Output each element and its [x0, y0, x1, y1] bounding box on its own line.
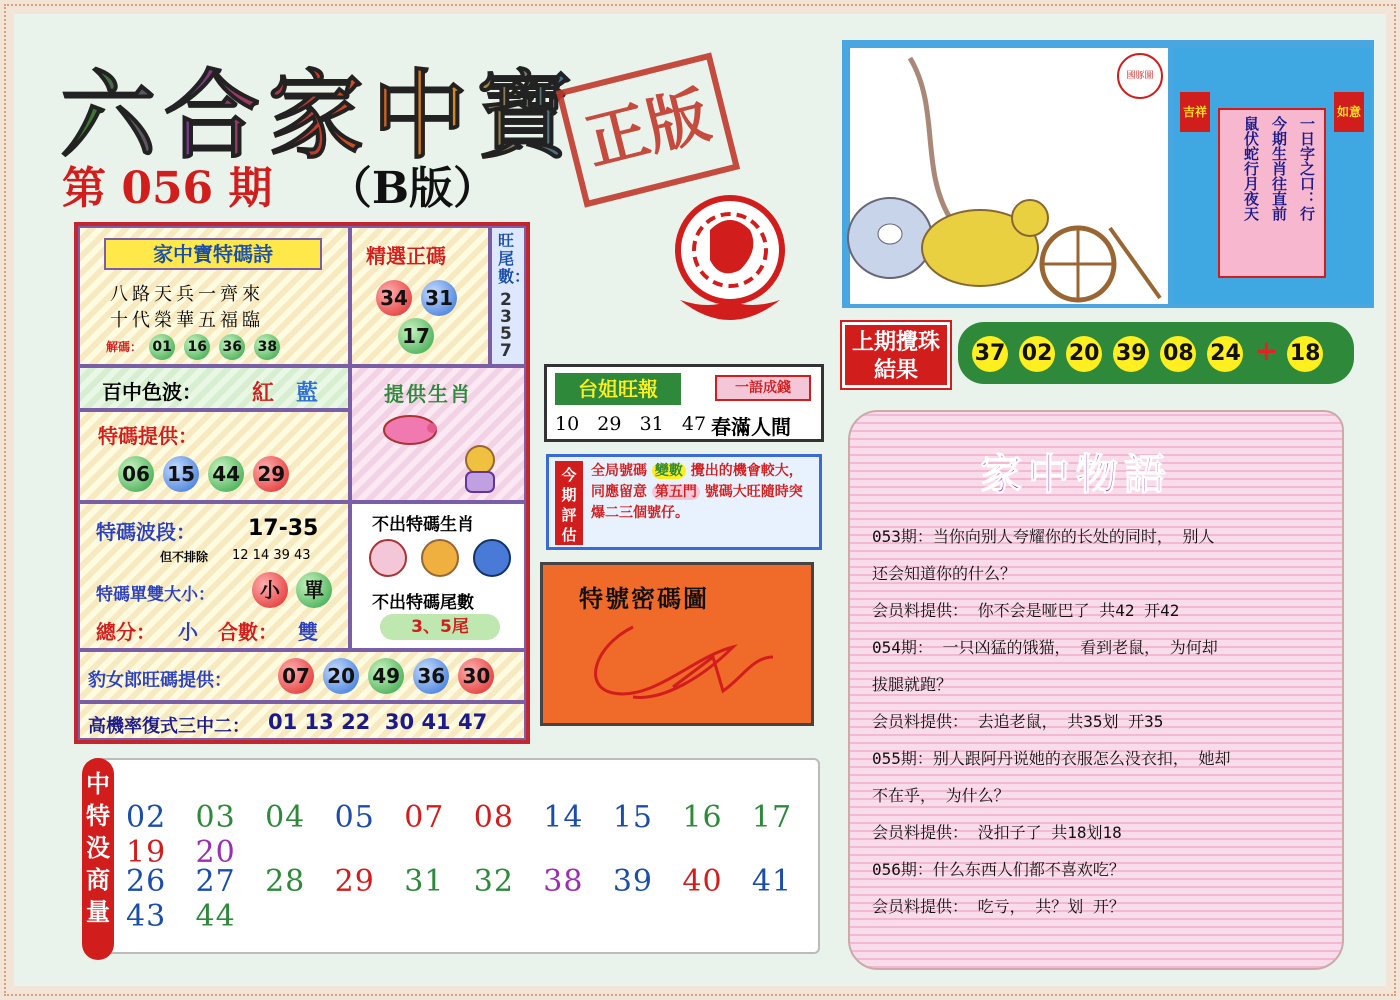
issue-prefix: 第: [62, 163, 106, 214]
riddle-line-1: 一日字之口：行: [1298, 116, 1316, 221]
result-special-ball: 18: [1287, 336, 1323, 372]
story-lines: [872, 524, 1332, 931]
zhongte-number: 41: [751, 864, 793, 899]
story-line: 056期：什么东西人们都不喜欢吃？: [872, 860, 1125, 879]
sebo-panel: [78, 366, 350, 410]
fushi-label: 高機率復式三中二：: [88, 716, 250, 737]
tema-ball: 44: [208, 456, 244, 492]
jingxuan-panel: [350, 226, 490, 366]
fushi-value: 01 13 22 30 41 47: [268, 710, 488, 734]
poem-ball: 16: [184, 334, 210, 360]
baonv-ball: 20: [323, 658, 359, 694]
total-value: 小: [178, 620, 198, 644]
poem-line-1: 八路天兵一齊來: [110, 284, 264, 305]
baonv-panel: [78, 650, 526, 702]
jingxuan-balls-bottom: [396, 318, 436, 354]
story-panel: [848, 410, 1344, 970]
boduan-label: 特碼波段：: [96, 520, 196, 544]
zhongte-number: 15: [612, 800, 654, 835]
tema-ball: 06: [118, 456, 154, 492]
zhongte-number: 38: [543, 864, 584, 899]
boduan-panel: [78, 502, 350, 650]
ox-picture: [850, 48, 1168, 304]
zhongte-number: 02: [126, 800, 167, 835]
zhongte-side-label: 中特没商量: [82, 758, 114, 960]
riddle-scroll: [1174, 48, 1372, 304]
result-ball: 24: [1207, 336, 1243, 372]
zhongte-number: 07: [404, 800, 445, 835]
buchu-zodiac-title: 不出特碼生肖: [372, 515, 474, 535]
picture-stamp: 國豚圖: [1126, 71, 1154, 81]
genuine-stamp: 正版: [556, 52, 740, 207]
boduan-exclude: 12 14 39 43: [232, 548, 311, 563]
zhongte-row-2: [126, 864, 826, 934]
story-line: 054期： 一只凶猛的饿猫， 看到老鼠， 为何却: [872, 638, 1218, 657]
taijie-phrase: 春滿人間: [711, 415, 791, 439]
last-result-label: 上期攪珠結果: [842, 322, 950, 388]
result-ball: 39: [1113, 336, 1149, 372]
result-ball: 37: [972, 336, 1008, 372]
jingxuan-title: 精選正碼: [366, 244, 446, 268]
dog-icon: [452, 440, 508, 496]
zhongte-number: 43: [126, 899, 167, 934]
tema-label: 特碼提供：: [98, 424, 198, 448]
lantern-right: 如意: [1334, 92, 1364, 132]
zhongte-number: 28: [265, 864, 306, 899]
poem-ball: 01: [149, 334, 175, 360]
zhongte-number: 08: [473, 800, 514, 835]
poem-hint-label: 解碼：: [106, 340, 143, 354]
pinggu-text-b: 攪出的機會較大，同應留意: [591, 463, 803, 500]
sebo-blue: 藍: [296, 381, 319, 406]
boduan-exclude-label: 但不排除: [160, 550, 209, 564]
story-line: 拔腿就跑？: [872, 675, 953, 694]
taijie-tag: 一語成錢: [715, 375, 811, 401]
total-label: 總分：: [96, 620, 156, 644]
story-line: 053期：当你向别人夸耀你的长处的同时， 别人: [872, 527, 1215, 546]
baonv-ball: 49: [368, 658, 404, 694]
story-line: 会员料提供： 吃亏， 共？划 开？: [872, 897, 1125, 916]
pinggu-text-a: 全局號碼: [591, 463, 647, 479]
tema-panel: [78, 410, 350, 502]
ox-illustration-icon: [850, 48, 1168, 304]
pig-icon: [380, 408, 440, 448]
issue-number: [62, 152, 497, 216]
result-ball: 02: [1019, 336, 1055, 372]
last-result-numbers: [958, 322, 1354, 384]
baonv-label: 豹女郎旺碼提供：: [88, 670, 232, 691]
zodiac-animals-icon: [362, 534, 518, 584]
jingxuan-ball: 31: [421, 280, 457, 316]
zhongte-scroll: [80, 748, 822, 960]
lantern-left: 吉祥: [1180, 92, 1210, 132]
poem-ball: 36: [219, 334, 245, 360]
issue-suffix: 期: [228, 163, 273, 214]
pinggu-text-c: 號碼大旺隨時突爆二三個號仔。: [591, 484, 803, 521]
poem-title: 家中寶特碼詩: [104, 238, 322, 270]
poem-line-2: 十代榮華五福臨: [110, 310, 264, 331]
zhongte-number: 32: [473, 864, 514, 899]
zhongte-number: 44: [195, 899, 236, 934]
baonv-ball: 07: [278, 658, 314, 694]
fushi-panel: [78, 702, 526, 740]
taijie-panel: [544, 364, 824, 442]
taijie-numbers: 10 29 31 47: [555, 413, 707, 435]
wangwei-value: 2357: [500, 290, 512, 361]
picture-panel: [842, 40, 1374, 308]
zhongte-number: 31: [404, 864, 445, 899]
wangwei-panel: [490, 226, 531, 366]
zhongte-number: 20: [195, 835, 236, 870]
pinggu-highlight-1: 變數: [652, 463, 686, 479]
result-ball: 20: [1066, 336, 1102, 372]
story-title: 家中物語: [980, 450, 1173, 499]
result-ball: 08: [1160, 336, 1196, 372]
version-label: （B版）: [327, 163, 498, 214]
heshu-label: 合數：: [218, 620, 278, 644]
size-ball: 小: [252, 572, 288, 608]
mima-title: 特號密碼圖: [579, 584, 709, 613]
story-line: 会员料提供： 没扣子了 共18划18: [872, 823, 1122, 842]
zodiac-provide-panel: [350, 366, 526, 502]
heshu-value: 雙: [298, 620, 318, 644]
zhongte-number: 05: [334, 800, 375, 835]
jingxuan-ball: 34: [376, 280, 412, 316]
pinggu-text: [591, 461, 815, 524]
main-info-box: [74, 222, 530, 744]
mima-panel: [540, 562, 814, 726]
poem-balls: [106, 334, 282, 360]
zhongte-body: [90, 758, 820, 954]
story-line: 会员料提供： 去追老鼠， 共35划 开35: [872, 712, 1164, 731]
riddle-line-2: 今期生肖往直前: [1270, 116, 1288, 221]
zodiac-provide-title: 提供生肖: [384, 382, 472, 406]
zhongte-number: 19: [126, 835, 167, 870]
jingxuan-ball: 17: [398, 318, 434, 354]
boduan-range: 17-35: [248, 516, 319, 541]
story-line: 会员料提供： 你不会是哑巴了 共42 开42: [872, 601, 1180, 620]
zhongte-number: 27: [195, 864, 236, 899]
result-plus: +: [1254, 334, 1279, 367]
mima-scribble-icon: [573, 617, 783, 713]
page-title: 六合家中寶: [60, 40, 580, 177]
baonv-ball: 30: [458, 658, 494, 694]
riddle-line-3: 鼠伏蛇行月夜天: [1242, 116, 1260, 221]
tema-balls: [116, 456, 291, 492]
zhongte-number: 39: [612, 864, 654, 899]
issue-no: 056: [121, 163, 214, 214]
jingxuan-balls-top: [374, 280, 459, 316]
sebo-label: 百中色波：: [102, 380, 202, 404]
zhongte-number: 14: [543, 800, 584, 835]
tema-ball: 29: [253, 456, 289, 492]
danshuang-label: 特碼單雙大小：: [96, 585, 215, 605]
zhongte-row-1: [126, 800, 826, 870]
story-line: 055期：别人跟阿丹说她的衣服怎么没衣扣， 她却: [872, 749, 1231, 768]
zhongte-number: 04: [265, 800, 306, 835]
parity-ball: 單: [296, 572, 332, 608]
zhongte-number: 03: [195, 800, 236, 835]
tema-ball: 15: [163, 456, 199, 492]
scroll-paper: [1218, 108, 1326, 278]
poem-ball: 38: [254, 334, 280, 360]
pinggu-panel: [546, 454, 822, 550]
taijie-title: 台姐旺報: [555, 373, 681, 405]
wangwei-label: 旺尾數：: [498, 231, 531, 286]
buchu-tail-title: 不出特碼尾數: [372, 593, 474, 613]
baonv-balls: [276, 658, 496, 694]
zhongte-number: 16: [682, 800, 723, 835]
zhongte-number: 29: [334, 864, 375, 899]
buchu-tail: 3、5尾: [380, 614, 500, 640]
zhongte-number: 17: [751, 800, 793, 835]
buchu-panel: [350, 502, 526, 650]
poem-panel: [78, 226, 350, 366]
story-line: 还会知道你的什么？: [872, 564, 1017, 583]
story-line: 不在乎， 为什么？: [872, 786, 1010, 805]
pinggu-side: 今期評估: [555, 461, 583, 545]
zhongte-number: 40: [682, 864, 723, 899]
baonv-ball: 36: [413, 658, 449, 694]
zhongte-number: 26: [126, 864, 167, 899]
pinggu-highlight-2: 第五門: [652, 484, 700, 500]
monkey-seal-icon: [650, 190, 810, 330]
sebo-red: 紅: [252, 381, 275, 406]
